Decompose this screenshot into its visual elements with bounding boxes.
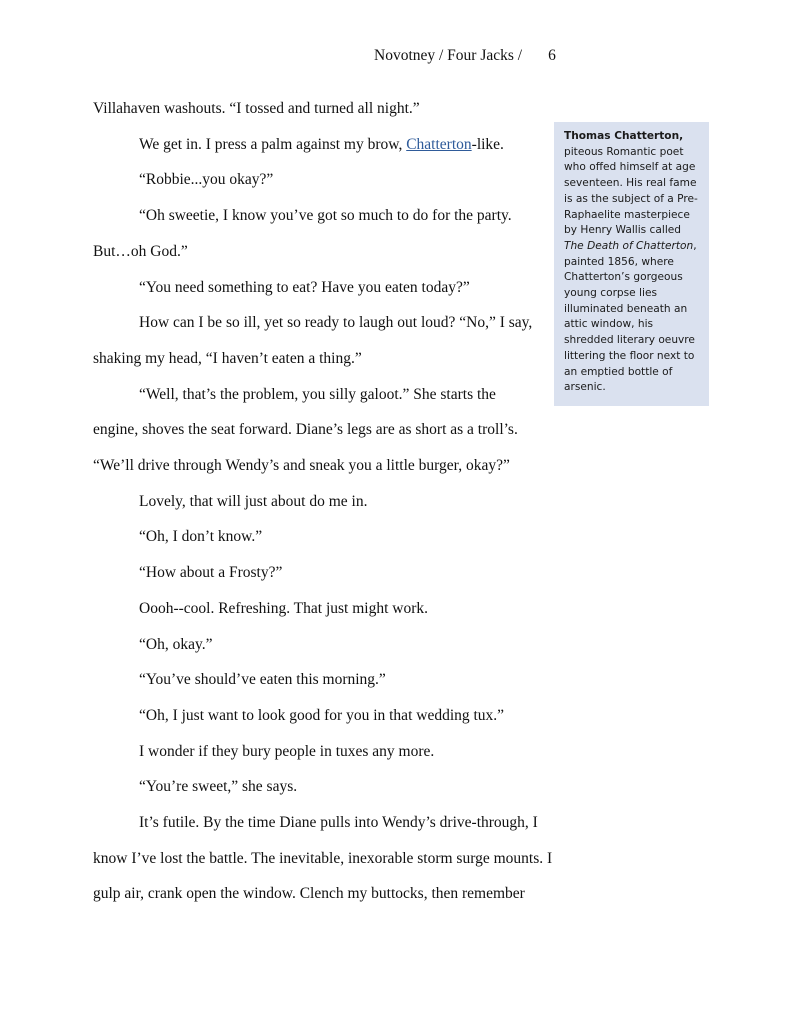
body-line: “Oh, I don’t know.”	[139, 528, 263, 546]
sidebar-note-line	[564, 239, 701, 255]
sidebar-note-line: painted 1856, where	[564, 255, 674, 268]
sidebar-note-line: shredded literary oeuvre	[564, 334, 695, 347]
body-line	[93, 127, 563, 163]
body-line: engine, shoves the seat forward. Diane’s legs are as short as a troll’s.	[93, 421, 518, 439]
body-line: gulp air, crank open the window. Clench my buttocks, then remember	[93, 885, 525, 903]
body-line: “Robbie...you okay?”	[139, 171, 274, 189]
sidebar-note-line: who offed himself at age	[564, 161, 696, 174]
body-line: “Oh sweetie, I know you’ve got so much to do for the party.	[139, 207, 512, 225]
body-line: “Well, that’s the problem, you silly galoot.” She starts the	[139, 385, 496, 403]
sidebar-note-punct: ,	[693, 239, 697, 252]
body-line: I wonder if they bury people in tuxes any more.	[139, 742, 435, 760]
sidebar-note-line: young corpse lies	[564, 287, 657, 300]
chatterton-link[interactable]: Chatterton	[406, 135, 472, 153]
sidebar-note-line: piteous Romantic poet	[564, 145, 684, 158]
sidebar-note-line: an emptied bottle of	[564, 365, 673, 378]
sidebar-note-line: by Henry Wallis called	[564, 224, 682, 237]
body-line: “You’ve should’ve eaten this morning.”	[139, 671, 386, 689]
sidebar-note-title: Thomas Chatterton,	[564, 130, 684, 142]
painting-title: The Death of Chatterton	[564, 239, 694, 252]
body-line: “How about a Frosty?”	[139, 564, 283, 582]
body-line: know I’ve lost the battle. The inevitable, inexorable storm surge mounts. I	[93, 849, 553, 867]
running-head	[374, 47, 556, 65]
sidebar-note-line: attic window, his	[564, 318, 654, 331]
body-line: “We’ll drive through Wendy’s and sneak you a little burger, okay?”	[93, 457, 510, 475]
body-line: “You need something to eat? Have you eaten today?”	[139, 278, 470, 296]
body-line: shaking my head, “I haven’t eaten a thing.”	[93, 349, 362, 367]
sidebar-note-line: seventeen. His real fame	[564, 177, 697, 190]
sidebar-note-line: illuminated beneath an	[564, 302, 688, 315]
sidebar-note-line: is as the subject of a Pre-	[564, 192, 698, 205]
page-number: 6	[548, 47, 556, 64]
body-line: It’s futile. By the time Diane pulls into Wendy’s drive-through, I	[139, 814, 538, 832]
body-line: “Oh, I just want to look good for you in that wedding tux.”	[139, 706, 505, 724]
sidebar-note-line: arsenic.	[564, 381, 606, 394]
body-line: Villahaven washouts. “I tossed and turned all night.”	[93, 100, 420, 117]
running-head-text: Novotney / Four Jacks /	[374, 47, 523, 64]
body-line: “You’re sweet,” she says.	[139, 778, 298, 796]
sidebar-note	[554, 122, 709, 406]
sidebar-note-line: littering the floor next to	[564, 349, 695, 362]
body-line: Oooh--cool. Refreshing. That just might work.	[139, 599, 429, 617]
body-line: Lovely, that will just about do me in.	[139, 492, 368, 510]
body-line: How can I be so ill, yet so ready to laugh out loud? “No,” I say,	[139, 314, 533, 332]
sidebar-note-line: Raphaelite masterpiece	[564, 208, 690, 221]
body-line: “Oh, okay.”	[139, 635, 213, 653]
body-line-text: -like.	[471, 135, 504, 153]
body-line: But…oh God.”	[93, 242, 188, 260]
manuscript-body	[93, 91, 563, 912]
sidebar-note-line: Chatterton’s gorgeous	[564, 271, 683, 284]
body-line-text: We get in. I press a palm against my brow,	[139, 135, 407, 153]
